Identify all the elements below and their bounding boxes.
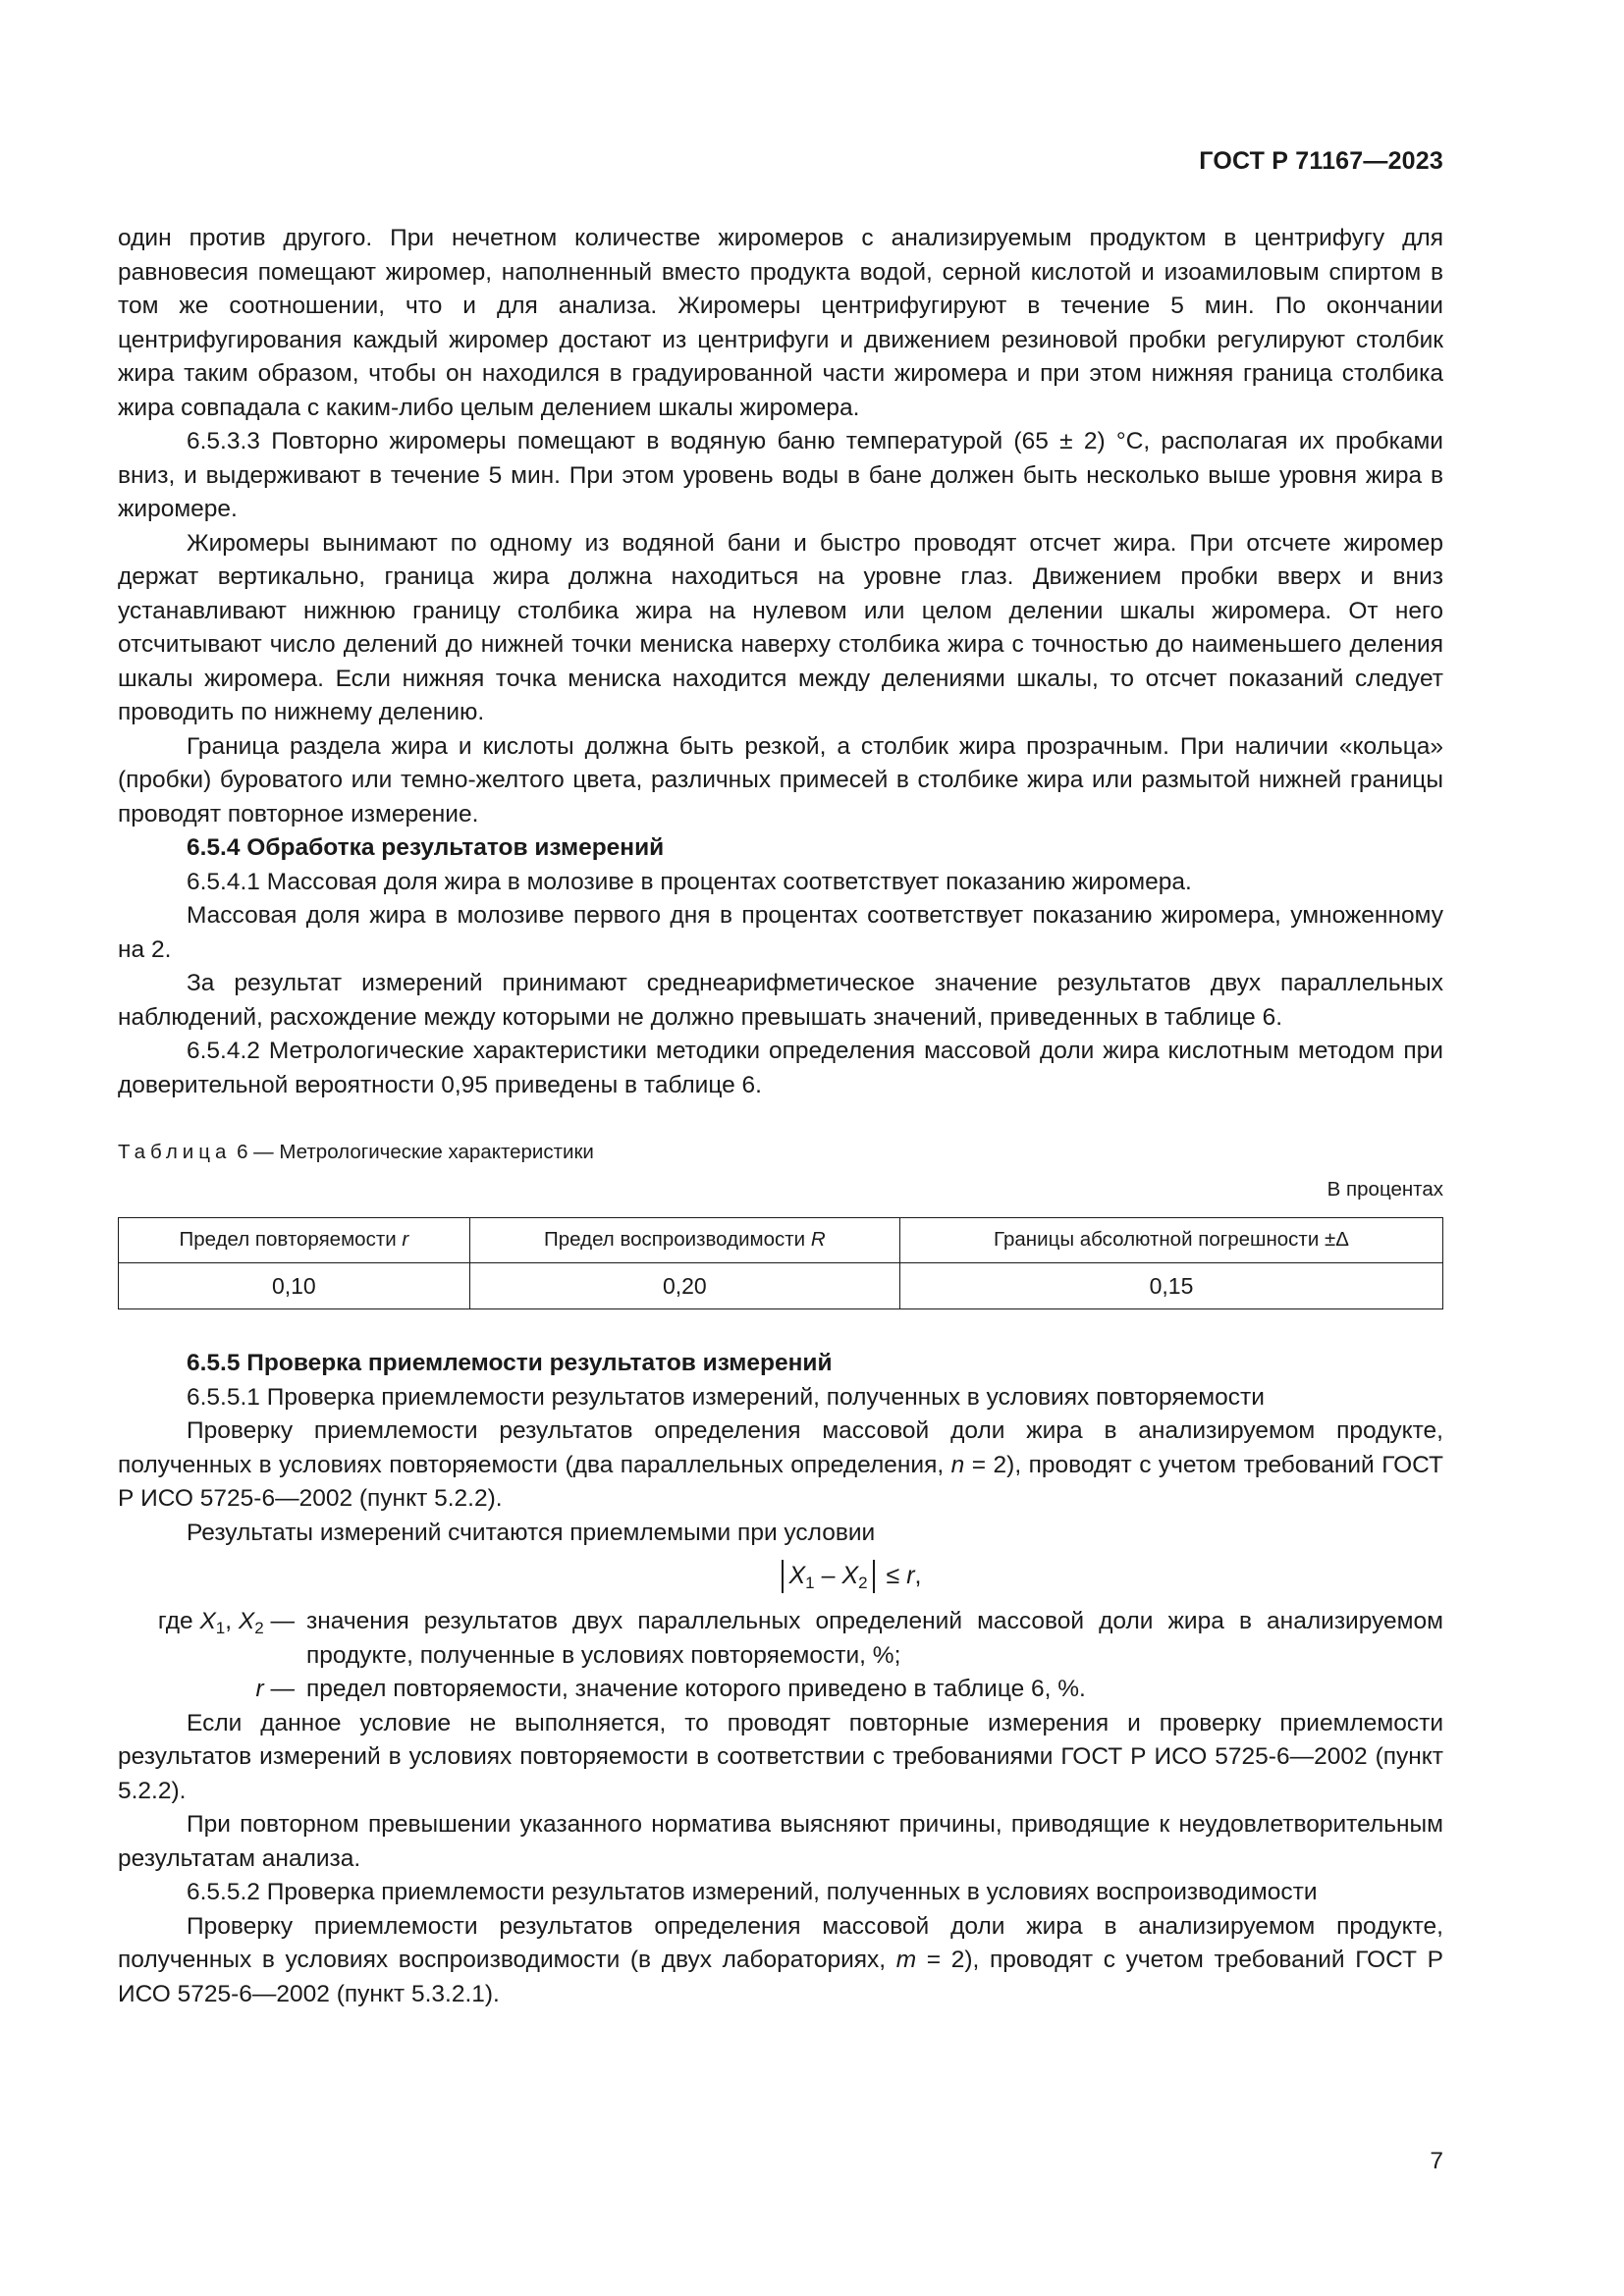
table-header-cell: Предел повторяемости r — [119, 1218, 470, 1263]
formula-legend-item: где $X_1$, $X_2$ — значения результатов двух параллельных определений массовой доли жира в анализируемом продукте, полученные в условиях повторяемости, %; — [157, 1608, 1443, 1669]
paragraph: 6.5.4.1 Массовая доля жира в молозиве в процентах соответствует показанию жиромера. — [187, 868, 1192, 895]
table-caption-label: Таблица — [118, 1141, 232, 1163]
body-text — [118, 222, 1443, 2011]
paragraph: Жиромеры вынимают по одному из водяной бани и быстро проводят отсчет жира. При отсчете жиромер держат вертикально, граница жира должна находиться на уровне глаз. Движением пробки вверх и вниз устанавливают нижнюю границу столбика жира на нулевом или целом делении шкалы жиромера. От него отсчитывают число делений до нижней точки мениска наверху столбика жира с точностью до наименьшего деления шкалы жиромера. Если нижняя точка мениска находится между делениями шкалы, то отсчет показаний следует проводить по нижнему делению. — [118, 529, 1443, 725]
paragraph: 6.5.5.1 Проверка приемлемости результатов измерений, полученных в условиях повторяемости — [187, 1383, 1265, 1411]
paragraph: Результаты измерений считаются приемлемыми при условии — [187, 1519, 876, 1546]
table-header-cell: Предел воспроизводимости R — [469, 1218, 899, 1263]
table-cell: 0,15 — [899, 1263, 1442, 1309]
page-number: 7 — [1430, 2148, 1443, 2174]
section-heading: 6.5.5 Проверка приемлемости результатов измерений — [187, 1350, 833, 1376]
table-caption-title: 6 — Метрологические характеристики — [231, 1141, 594, 1163]
paragraph: Проверку приемлемости результатов определения массовой доли жира в анализируемом продукте, полученных в условиях повторяемости (два параллельных определения, n = 2), проводят с учетом требований ГОСТ Р ИСО 5725-6—2002 (пункт 5.2.2). — [118, 1417, 1443, 1512]
paragraph: За результат измерений принимают среднеарифметическое значение результатов двух параллельных наблюдений, расхождение между которыми не должно превышать значений, приведенных в таблице 6. — [118, 970, 1443, 1031]
table-cell: 0,20 — [469, 1263, 899, 1309]
formula-legend-item: r — предел повторяемости, значение которого приведено в таблице 6, %. — [255, 1676, 1086, 1702]
paragraph: Массовая доля жира в молозиве первого дня в процентах соответствует показанию жиромера, умноженному на 2. — [118, 902, 1443, 963]
paragraph: 6.5.3.3 Повторно жиромеры помещают в водяную баню температурой (65 ± 2) °С, располагая их пробками вниз, и выдерживают в течение 5 мин. При этом уровень воды в бане должен быть несколько выше уровня жира в жиромере. — [118, 428, 1443, 522]
document-page — [118, 0, 1443, 2296]
paragraph: Если данное условие не выполняется, то проводят повторные измерения и проверку приемлемости результатов измерений в условиях повторяемости в соответствии с требованиями ГОСТ Р ИСО 5725-6—2002 (пункт 5.2.2). — [118, 1709, 1443, 1804]
table-header-cell: Границы абсолютной погрешности ±Δ — [899, 1218, 1442, 1263]
paragraph: 6.5.5.2 Проверка приемлемости результатов измерений, полученных в условиях воспроизводимости — [187, 1879, 1318, 1905]
paragraph: Граница раздела жира и кислоты должна быть резкой, а столбик жира прозрачным. При наличии «кольца» (пробки) буроватого или темно-желтого цвета, различных примесей в столбике жира или размытой нижней границы проводят повторное измерение. — [118, 732, 1443, 828]
paragraph: При повторном превышении указанного норматива выясняют причины, приводящие к неудовлетворительным результатам анализа. — [118, 1811, 1443, 1872]
document-id-header: ГОСТ Р 71167—2023 — [1199, 147, 1443, 175]
table-caption — [118, 1138, 1443, 1167]
paragraph: 6.5.4.2 Метрологические характеристики методики определения массовой доли жира кислотным методом при доверительной вероятности 0,95 приведены в таблице 6. — [118, 1038, 1443, 1098]
metrology-table — [118, 1217, 1443, 1309]
formula: $X_1 - X_2 \le r$, — [118, 1556, 1443, 1595]
section-heading: 6.5.4 Обработка результатов измерений — [187, 834, 665, 861]
paragraph: один против другого. При нечетном количестве жиромеров с анализируемым продуктом в центрифугу для равновесия помещают жиромер, наполненный вместо продукта водой, серной кислотой и изоамиловым спиртом в том же соотношении, что и для анализа. Жиромеры центрифугируют в течение 5 мин. По окончании центрифугирования каждый жиромер достают из центрифуги и движением резиновой пробки регулируют столбик жира таким образом, чтобы он находился в градуированной части жиромера и при этом нижняя граница столбика жира совпадала с каким-либо целым делением шкалы жиромера. — [118, 225, 1443, 421]
table-units: В процентах — [1326, 1178, 1443, 1201]
paragraph: Проверку приемлемости результатов определения массовой доли жира в анализируемом продукте, полученных в условиях воспроизводимости (в двух лабораториях, m = 2), проводят с учетом требований ГОСТ Р ИСО 5725-6—2002 (пункт 5.3.2.1). — [118, 1912, 1443, 2007]
table-cell: 0,10 — [119, 1263, 470, 1309]
